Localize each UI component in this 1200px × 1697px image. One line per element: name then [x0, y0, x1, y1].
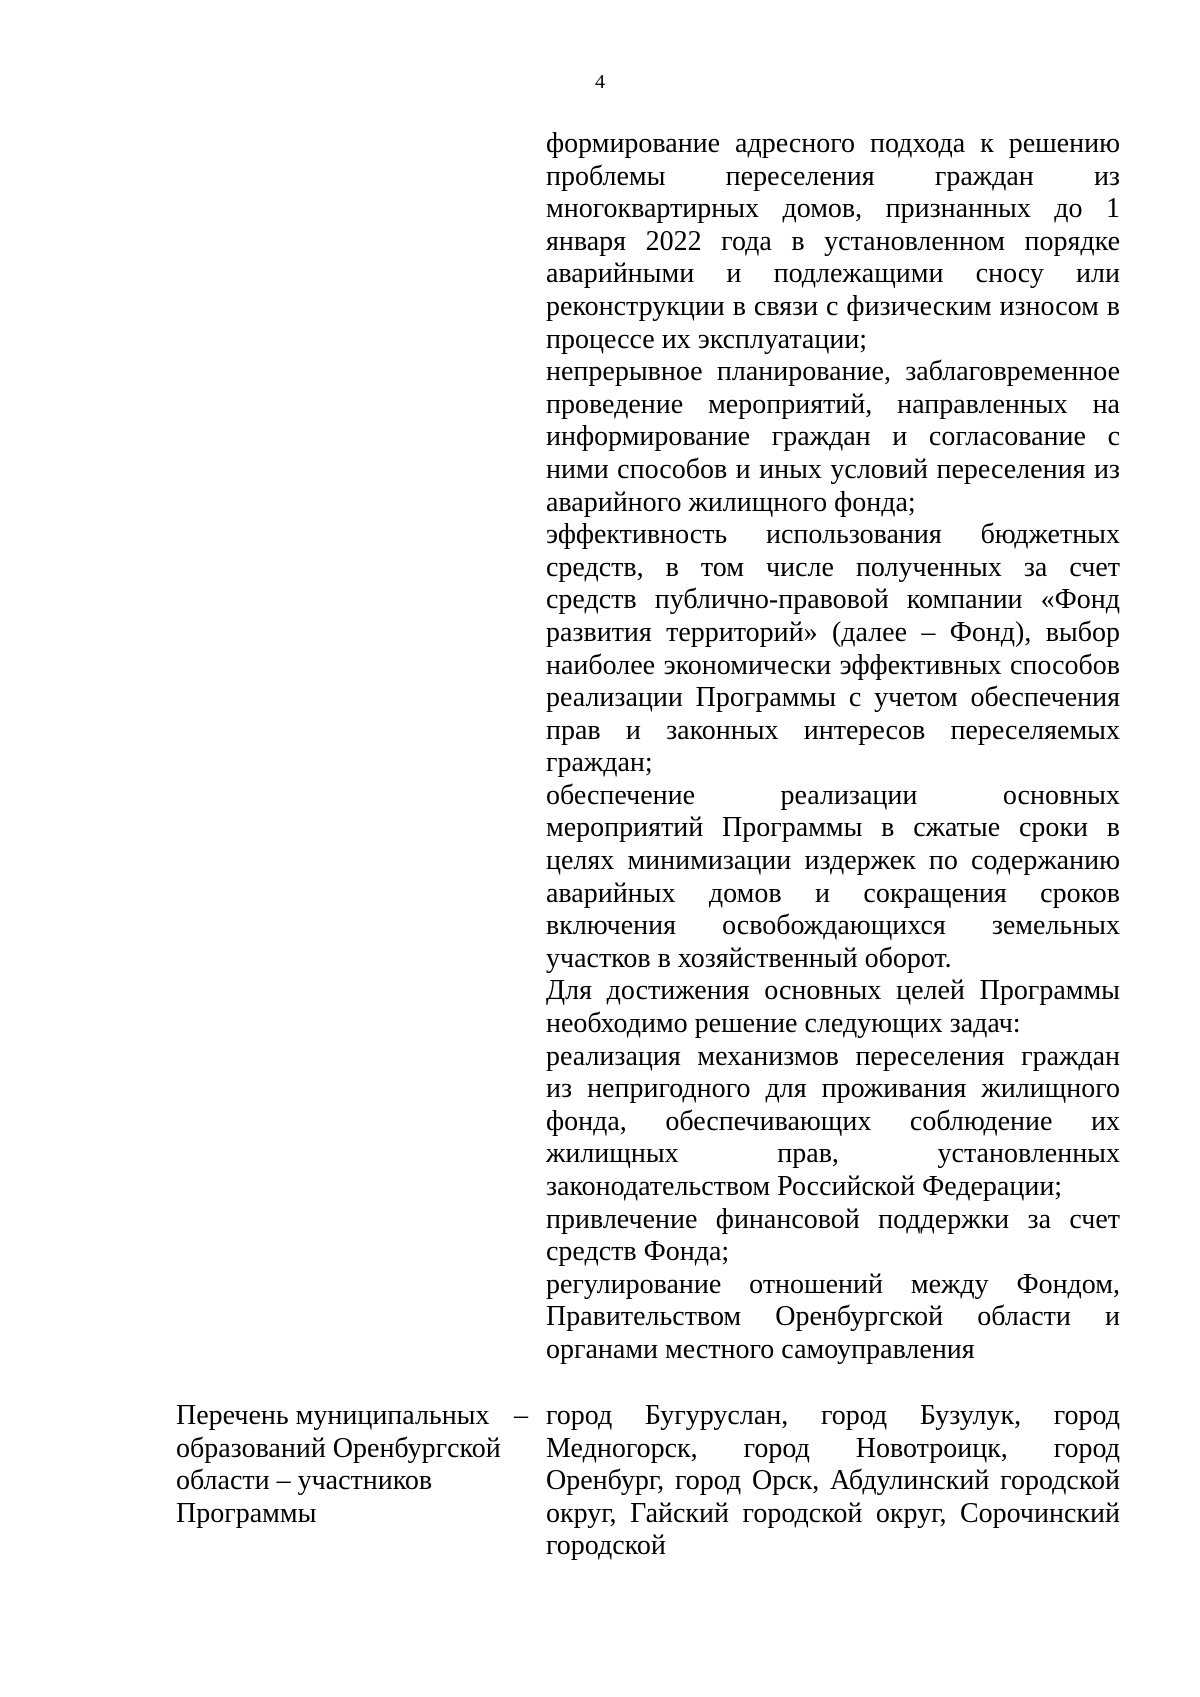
page-number: 4 [595, 71, 605, 93]
tasks-intro-paragraph: Для достижения основных целей Программы необходимо решение следующих задач: [546, 975, 1120, 1040]
row-separator-dash: – [514, 1400, 528, 1431]
participants-label: Перечень муниципальных образований Оренбургской области – участников Программы [176, 1400, 501, 1529]
task-paragraph: привлечение финансовой поддержки за счет средств Фонда; [546, 1203, 1120, 1268]
participants-list: город Бугуруслан, город Бузулук, город Медногорск, город Новотроицк, город Оренбург, город Орск, Абдулинский городской округ, Гайский городской округ, Сорочинский городской [546, 1400, 1120, 1562]
task-paragraph: реализация механизмов переселения граждан из непригодного для проживания жилищного фонда, обеспечивающих соблюдение их жилищных прав, установленных законодательством Российской Федерации; [546, 1040, 1120, 1202]
task-paragraph: регулирование отношений между Фондом, Правительством Оренбургской области и органами местного самоуправления [546, 1268, 1120, 1365]
goal-paragraph: обеспечение реализации основных мероприятий Программы в сжатые сроки в целях минимизации издержек по содержанию аварийных домов и сокращения сроков включения освобождающихся земельных участков в хозяйственный оборот. [546, 779, 1120, 974]
goal-paragraph: формирование адресного подхода к решению проблемы переселения граждан из многоквартирных домов, признанных до 1 января 2022 года в установленном порядке аварийными и подлежащими сносу или реконструкции в связи с физическим износом в процессе их эксплуатации; [546, 128, 1120, 355]
goal-paragraph: непрерывное планирование, заблаговременное проведение мероприятий, направленных на информирование граждан и согласование с ними способов и иных условий переселения из аварийного жилищного фонда; [546, 356, 1120, 518]
goals-section [546, 128, 1120, 1367]
goal-paragraph: эффективность использования бюджетных средств, в том числе полученных за счет средств публично-правовой компании «Фонд развития территорий» (далее – Фонд), выбор наиболее экономически эффективных способов реализации Программы с учетом обеспечения прав и законных интересов переселяемых граждан; [546, 519, 1120, 779]
